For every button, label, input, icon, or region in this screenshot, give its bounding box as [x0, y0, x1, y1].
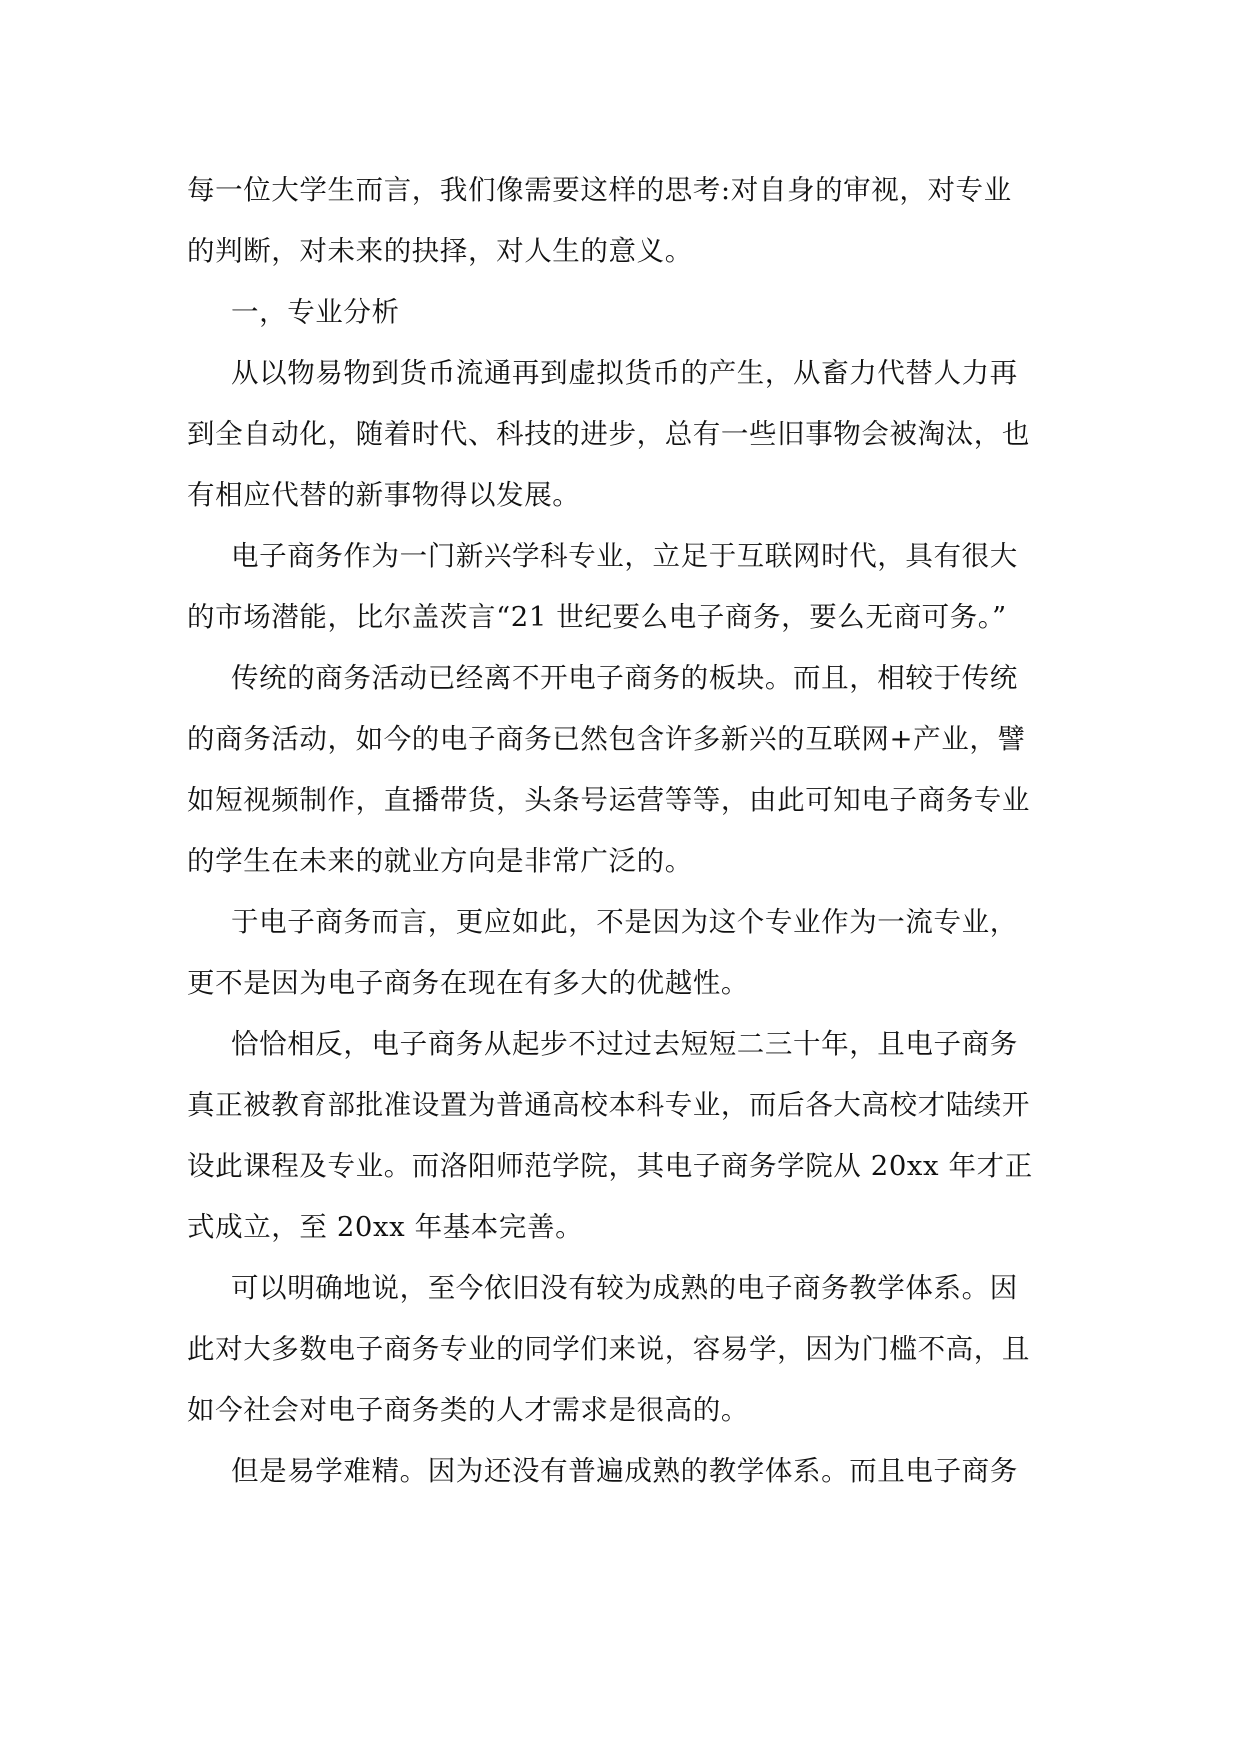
paragraph-line-5: 的市场潜能，比尔盖茨言“21 世纪要么电子商务，要么无商可务。”	[187, 601, 1007, 633]
paragraph-line-13: 真正被教育部批准设置为普通高校本科专业，而后各大高校才陆续开	[187, 1089, 1030, 1121]
paragraph-line-2: 到全自动化，随着时代、科技的进步，总有一些旧事物会被淘汰，也	[187, 418, 1030, 450]
paragraph-line-9: 的学生在未来的就业方向是非常广泛的。	[187, 845, 693, 877]
paragraph-line-3: 有相应代替的新事物得以发展。	[187, 479, 581, 511]
paragraph-line-15: 式成立，至 20xx 年基本完善。	[187, 1211, 584, 1243]
paragraph-line-14: 设此课程及专业。而洛阳师范学院，其电子商务学院从 20xx 年才正	[187, 1150, 1033, 1182]
paragraph-line-12: 恰恰相反，电子商务从起步不过过去短短二三十年，且电子商务	[231, 1028, 1018, 1060]
paragraph-line-10: 于电子商务而言，更应如此，不是因为这个专业作为一流专业，	[231, 906, 1018, 938]
paragraph-line-1: 从以物易物到货币流通再到虚拟货币的产生，从畜力代替人力再	[231, 357, 1018, 389]
paragraph-line-19: 但是易学难精。因为还没有普遍成熟的教学体系。而且电子商务	[231, 1455, 1018, 1487]
paragraph-line-18: 如今社会对电子商务类的人才需求是很高的。	[187, 1394, 749, 1426]
document-body	[187, 160, 1047, 1502]
paragraph-line-8: 如短视频制作，直播带货，头条号运营等等，由此可知电子商务专业	[187, 784, 1030, 816]
text-line-2: 的判断，对未来的抉择，对人生的意义。	[187, 235, 693, 267]
paragraph-line-7: 的商务活动，如今的电子商务已然包含许多新兴的互联网+产业，譬	[187, 723, 1026, 755]
section-heading: 一，专业分析	[231, 296, 400, 328]
text-line-1: 每一位大学生而言，我们像需要这样的思考:对自身的审视，对专业	[187, 174, 1012, 206]
paragraph-line-4: 电子商务作为一门新兴学科专业，立足于互联网时代，具有很大	[231, 540, 1018, 572]
paragraph-line-6: 传统的商务活动已经离不开电子商务的板块。而且，相较于传统	[231, 662, 1018, 694]
paragraph-line-16: 可以明确地说，至今依旧没有较为成熟的电子商务教学体系。因	[231, 1272, 1018, 1304]
paragraph-line-17: 此对大多数电子商务专业的同学们来说，容易学，因为门槛不高，且	[187, 1333, 1030, 1365]
paragraph-line-11: 更不是因为电子商务在现在有多大的优越性。	[187, 967, 749, 999]
